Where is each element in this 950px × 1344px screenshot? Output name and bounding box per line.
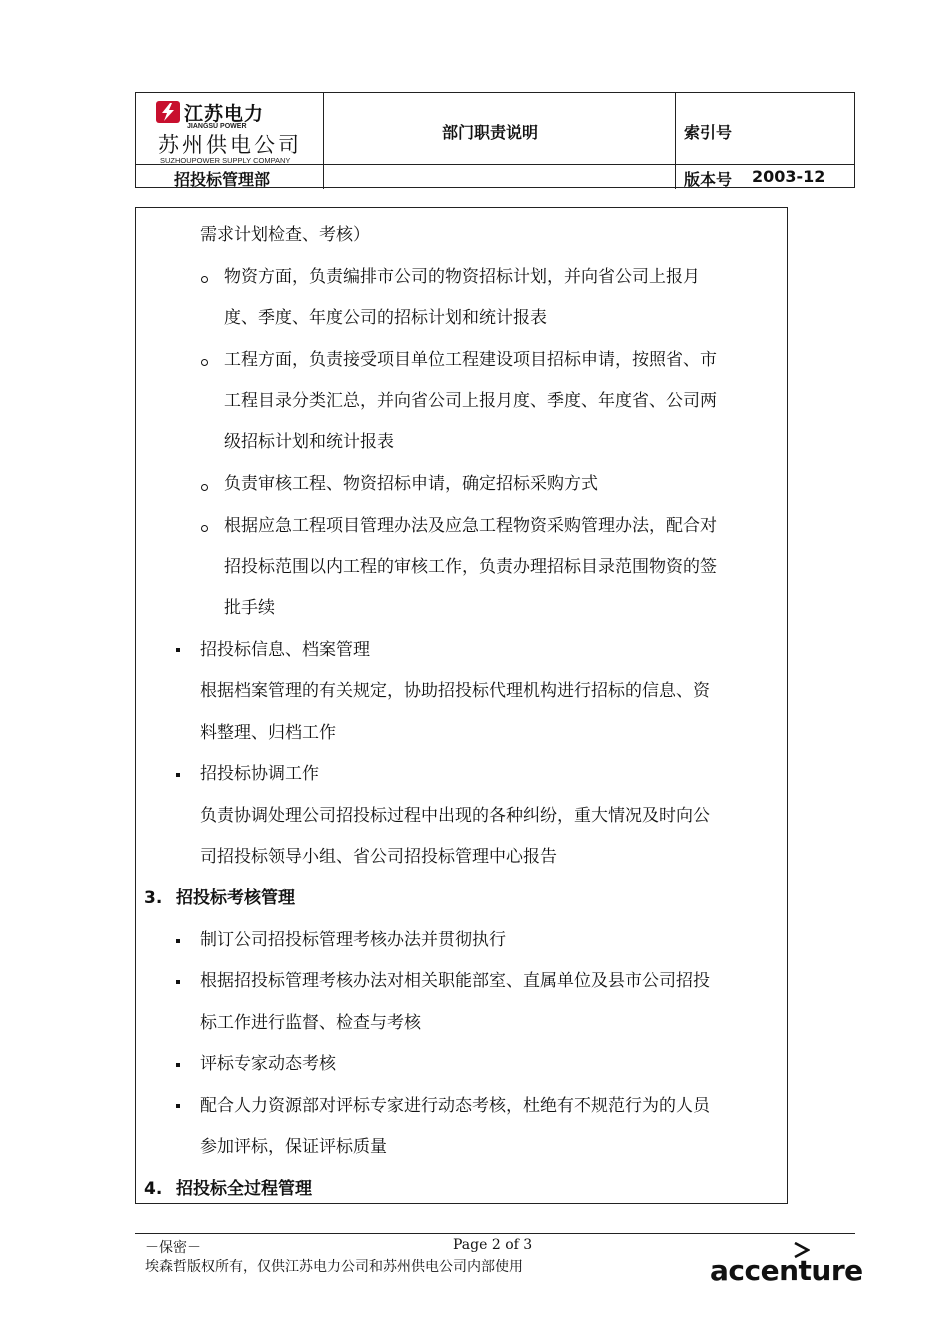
list-item: 招投标协调工作 [200, 764, 319, 784]
document-header-table [135, 92, 855, 188]
text-line: 料整理、归档工作 [200, 723, 336, 743]
text-line: 批手续 [224, 598, 275, 618]
department-name: 招投标管理部 [174, 170, 271, 189]
list-item: 负责审核工程、物资招标申请，确定招标采购方式 [224, 474, 598, 494]
list-item: 配合人力资源部对评标专家进行动态考核，杜绝有不规范行为的人员 [200, 1096, 710, 1116]
text-line: 需求计划检查、考核） [200, 225, 370, 245]
circle-bullet-icon [201, 359, 208, 366]
list-item: 物资方面，负责编排市公司的物资招标计划，并向省公司上报月 [224, 267, 700, 287]
list-item: 根据招投标管理考核办法对相关职能部室、直属单位及县市公司招投 [200, 971, 710, 991]
circle-bullet-icon [201, 525, 208, 532]
text-line: 司招投标领导小组、省公司招投标管理中心报告 [200, 847, 557, 867]
list-item: 制订公司招投标管理考核办法并贯彻执行 [200, 930, 506, 950]
logo-company-cn: 苏州供电公司 [158, 133, 302, 157]
text-line: 工程目录分类汇总，并向省公司上报月度、季度、年度省、公司两 [224, 391, 717, 411]
list-item: 招投标信息、档案管理 [200, 640, 370, 660]
list-item: 工程方面，负责接受项目单位工程建设项目招标申请，按照省、市 [224, 350, 717, 370]
confidential-label: －保密－ [145, 1240, 201, 1256]
square-bullet-icon [176, 939, 180, 943]
logo-company-en: SUZHOUPOWER SUPPLY COMPANY [160, 156, 291, 165]
text-line: 负责协调处理公司招投标过程中出现的各种纠纷，重大情况及时向公 [200, 806, 710, 826]
text-line: 根据档案管理的有关规定，协助招投标代理机构进行招标的信息、资 [200, 681, 710, 701]
section-heading: 招投标全过程管理 [176, 1179, 312, 1199]
text-line: 级招标计划和统计报表 [224, 432, 394, 452]
square-bullet-icon [176, 773, 180, 777]
page-number: Page 2 of 3 [453, 1237, 533, 1253]
logo-brand-en: JIANGSU POWER [187, 123, 247, 130]
square-bullet-icon [176, 980, 180, 984]
lightning-logo-icon [156, 101, 180, 123]
text-line: 招投标范围以内工程的审核工作，负责办理招标目录范围物资的签 [224, 557, 717, 577]
section-number: 3. [144, 888, 163, 908]
circle-bullet-icon [201, 276, 208, 283]
logo-brand-cn: 江苏电力 [184, 103, 265, 125]
version-value: 2003-12 [752, 167, 826, 186]
square-bullet-icon [176, 1104, 180, 1108]
jiangsu-power-logo [156, 99, 336, 163]
accenture-wordmark: accenture [710, 1254, 863, 1287]
section-heading: 招投标考核管理 [176, 888, 295, 908]
doc-title: 部门职责说明 [442, 123, 539, 142]
list-item: 评标专家动态考核 [200, 1054, 336, 1074]
square-bullet-icon [176, 1063, 180, 1067]
text-line: 参加评标，保证评标质量 [200, 1137, 387, 1157]
content-box [135, 207, 788, 1204]
list-item: 根据应急工程项目管理办法及应急工程物资采购管理办法，配合对 [224, 516, 717, 536]
version-label: 版本号 [684, 170, 733, 189]
copyright-notice: 埃森哲版权所有，仅供江苏电力公司和苏州供电公司内部使用 [145, 1259, 523, 1275]
index-label: 索引号 [684, 123, 733, 142]
footer-divider [135, 1233, 855, 1234]
section-number: 4. [144, 1179, 163, 1199]
circle-bullet-icon [201, 484, 208, 491]
accenture-logo [710, 1248, 863, 1288]
text-line: 标工作进行监督、检查与考核 [200, 1013, 421, 1033]
square-bullet-icon [176, 648, 180, 652]
text-line: 度、季度、年度公司的招标计划和统计报表 [224, 308, 547, 328]
